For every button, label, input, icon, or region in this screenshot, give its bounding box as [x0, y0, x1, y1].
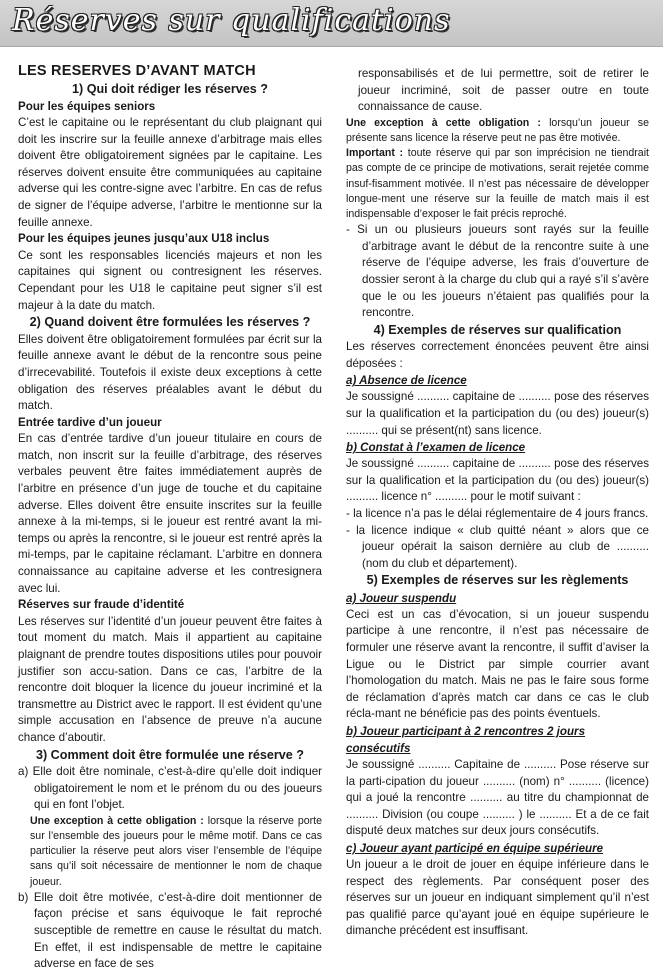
fraude-heading: Réserves sur fraude d’identité — [18, 598, 185, 612]
example-5c-text: Un joueur a le droit de jouer en équipe inférieure dans le respect des règlements. Par conséquent poser des réserves sur un joueur en indiquant simplement qu’il n’est pas qualifié parce qu’ayant joué en équipe supérieure le dimanche précédent est insuffisant. — [346, 858, 649, 938]
main-title: LES RESERVES D’AVANT MATCH — [18, 63, 256, 79]
exception-note-1 — [18, 814, 322, 890]
example-5c-heading: c) Joueur ayant participé en équipe supérieure — [346, 842, 604, 856]
example-b-list-item: - la licence n’a pas le délai réglementaire de 4 jours francs. — [346, 507, 649, 521]
right-column — [346, 66, 649, 946]
entree-paragraph: En cas d’entrée tardive d’un joueur titulaire en cours de match, non inscrit sur la feuille d’arbitrage, des réserves verbales peuvent être faites immédiatement auprès de l’arbitre en présence d’un juge de touche et du capitaine adverse. Elles doivent être ensuite inscrites sur la feuille annexe à la mi-temps, si le joueur est rentré avant la mi-temps ou après la rencontre, si le joueur est rentré après la mi-temps, par le capitaine réclamant. L’arbitre en donnera connaissance au capitaine adverse et les contresignera avec lui. — [18, 432, 322, 595]
exception-label-2: Une exception à cette obligation : — [346, 116, 541, 129]
example-5b-heading: b) Joueur participant à 2 rencontres 2 jours consécutifs — [346, 725, 586, 756]
continued-paragraph: responsabilisés et de lui permettre, soit de retirer le joueur incriminé, soit de passer outre en toute connaissance de cause. — [358, 67, 649, 114]
important-text: toute réserve qui par son imprécision ne tiendrait pas compte de ce principe de motivations, serait rejetée comme insuf-fisamment motivée. Il n’est pas nécessaire de développer longue-ment une réserve sur la feuille de match mais il est indispensable d’exposer le fait précis reproché. — [346, 147, 649, 220]
example-5b-text: Je soussigné .......... Capitaine de .......... Pose réserve sur la parti-cipation du joueur .......... (nom) n° .......... (licence) qui a joué la rencontre .......... au titre du championnat de .......... Division (ou coupe .......... ) le .......... Et a de ce fait disputé deux matches sur deux jours consécutifs. — [346, 758, 649, 838]
example-a-text: Je soussigné .......... capitaine de .......... pose des réserves sur la qualification et la participation du (ou des) joueur(s) .......... qui se présent(nt) sans licence. — [346, 390, 649, 437]
q2-paragraph: Elles doivent être obligatoirement formulées par écrit sur la feuille annexe avant le début de la rencontre sous peine d’irrecevabilité. Toutefois il existe deux exceptions à cette obligation des réserves préalables avant le début du match. — [18, 332, 322, 413]
example-a-heading: a) Absence de licence — [346, 374, 467, 388]
example-5a-text: Ceci est un cas d’évocation, si un joueur suspendu participe à une rencontre, il n’est pas nécessaire de formuler une réserve avant la rencontre, il suffit d’aviser la Ligue ou le District par simple courrier avant l’homologation du match. Mais ne pas le faire sous forme de réclamation d’après match car dans ce cas le club récla-mant ne bénéficie pas des points éventuels. — [346, 607, 649, 721]
heading-q3: 3) Comment doit être formulée une réserve ? — [35, 747, 305, 762]
exception-text-2: lorsqu’un joueur se présente sans licence la réserve peut ne pas être motivée. — [346, 116, 649, 144]
jeunes-paragraph: Ce sont les responsables licenciés majeurs et non les capitaines qui signent ou contresignent les réserves. Cependant pour les U18 le capitaine peut signer s’il est majeur à la date du match. — [18, 248, 322, 312]
banner-title: Réserves sur qualifications — [12, 3, 451, 38]
q4-intro: Les réserves correctement énoncées peuvent être ainsi déposées : — [346, 340, 649, 370]
heading-q2: 2) Quand doivent être formulées les réserves ? — [29, 315, 311, 330]
important-note — [346, 146, 649, 222]
q3-item-b: b) Elle doit être motivée, c’est-à-dire doit mentionner de façon précise et sans équivoque le fait reproché susceptible de remettre en cause le résultat du match. En effet, il est indispensable de mettre le capitaine adverse en face de ses — [18, 890, 322, 971]
section-banner — [0, 0, 663, 47]
seniors-heading: Pour les équipes seniors — [18, 99, 156, 113]
jeunes-heading: Pour les équipes jeunes jusqu’aux U18 inclus — [18, 232, 270, 246]
important-label: Important : — [346, 147, 404, 160]
exception-label-1: Une exception à cette obligation : — [30, 814, 204, 827]
heading-q5: 5) Exemples de réserves sur les règlements — [366, 573, 629, 588]
heading-q1: 1) Qui doit rédiger les réserves ? — [72, 82, 268, 96]
left-column — [18, 62, 322, 971]
seniors-paragraph: C’est le capitaine ou le représentant du club plaignant qui doit les inscrire sur la feuille annexe d’arbitrage mais elles doivent être obligatoirement signées par le capitaine. Les réserves doivent ensuite être communiquées au capitaine adverse qui les contre-signe avec l’arbitre. En cas de refus de signer de l’équipe adverse, l’arbitre le mentionne sur la feuille annexe. — [18, 116, 322, 229]
example-5a-heading: a) Joueur suspendu — [346, 591, 457, 605]
exception-note-2 — [346, 116, 649, 146]
example-b-list-item: - la licence indique « club quitté néant » alors que ce joueur opérait la saison dernière au club de .......... (nom du club et département). — [346, 523, 649, 570]
example-b-heading: b) Constat à l’examen de licence — [346, 441, 526, 455]
bullet-rayes: - Si un ou plusieurs joueurs sont rayés sur la feuille d’arbitrage avant le début de la rencontre suite à une réserve de l’équipe adverse, les frais d’ouverture de dossier seront à la charge du club qui a rayé s’il s’avère que le ou les joueurs n’étaient pas qualifiés pour la rencontre. — [346, 223, 649, 320]
heading-q4: 4) Exemples de réserves sur qualification — [373, 322, 622, 337]
exception-text-1: lorsque la réserve porte sur l’ensemble des joueurs pour le même motif. Dans ce cas particulier la réserve peut alors viser l’ensemble de l’équipe sans qu’il soit nécessaire de mentionner le nom de chaque joueur. — [30, 814, 322, 888]
entree-heading: Entrée tardive d’un joueur — [18, 415, 162, 429]
q3-item-a: a) Elle doit être nominale, c’est-à-dire qu’elle doit indiquer obligatoirement le nom et le prénom du ou des joueurs qui en font l’objet. — [18, 765, 322, 812]
example-b-text: Je soussigné .......... capitaine de .......... pose des réserves sur la qualification et la participation du (ou des) joueur(s) .......... licence n° .......... pour le motif suivant : — [346, 457, 649, 504]
fraude-paragraph: Les réserves sur l’identité d’un joueur peuvent être faites à tout moment du match. Mais il appartient au capitaine plaignant de prendre toutes dispositions utiles pour pouvoir justifier son accu-sation. Dans ce cas, l’arbitre de la rencontre doit bloquer la licence du joueur incriminé et la transmettre au District avec le rapport. Il est évident qu’une simple accusation en l’absence de preuve n’a aucune chance d’aboutir. — [18, 614, 322, 744]
